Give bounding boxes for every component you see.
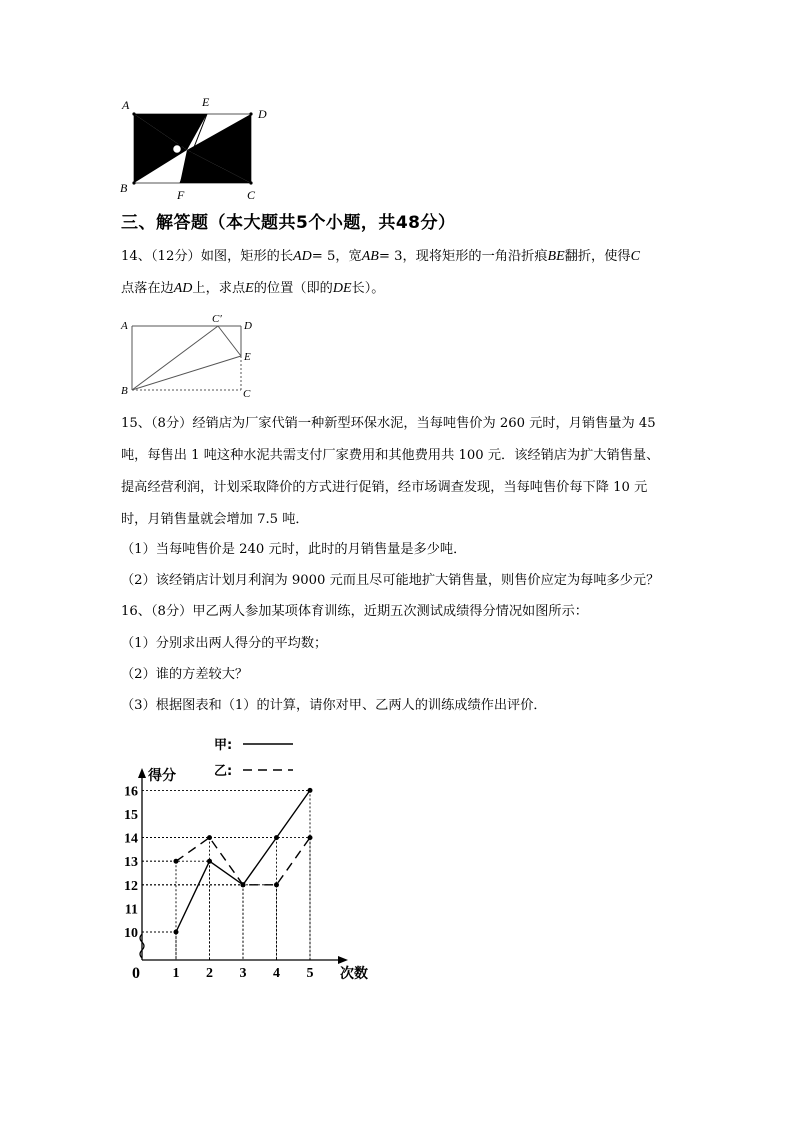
x-tick-5: 5 bbox=[306, 966, 314, 981]
q14-var-AD2: AD bbox=[173, 281, 193, 296]
q15-line1: 15、（8分）经销店为厂家代销一种新型环保水泥，当每吨售价为 260 元时，月销售量为 45 bbox=[121, 416, 656, 431]
series-line-2 bbox=[176, 838, 310, 885]
y-tick-14: 14 bbox=[124, 831, 138, 847]
q14-line2b: 上，求点 bbox=[192, 281, 246, 296]
series-2-point-3 bbox=[241, 882, 246, 887]
x-tick-2: 2 bbox=[206, 966, 213, 981]
q14-eq3: = 3，现将矩形的一角沿折痕 bbox=[378, 249, 548, 264]
y-tick-12: 12 bbox=[124, 878, 138, 894]
x-axis-arrow bbox=[338, 956, 348, 964]
origin-label: 0 bbox=[132, 965, 140, 982]
q14-var-AD: AD bbox=[293, 249, 312, 264]
q16-sub2: （2）谁的方差较大？ bbox=[121, 667, 249, 682]
q14-var-BE: BE bbox=[547, 249, 565, 264]
series-1-point-5 bbox=[308, 788, 313, 793]
fig2-label-D: D bbox=[244, 320, 252, 332]
fig1-label-C: C bbox=[247, 188, 256, 202]
legend-label-2: 乙: bbox=[214, 764, 233, 779]
q14-eq5: = 5，宽 bbox=[311, 249, 362, 264]
fig2-label-A: A bbox=[121, 320, 128, 332]
q14-prefix: 14、（12分）如图，矩形的长 bbox=[121, 249, 294, 264]
series-2-point-4 bbox=[274, 882, 279, 887]
q15-line4: 时，月销售量就会增加 7.5 吨． bbox=[121, 512, 309, 527]
figure-folded-rectangle bbox=[115, 312, 265, 402]
series-1-point-4 bbox=[274, 835, 279, 840]
q14-line2c: 的位置（即的 bbox=[253, 281, 333, 296]
x-tick-3: 3 bbox=[239, 966, 247, 981]
y-tick-15: 15 bbox=[124, 808, 138, 823]
section-title: 三、解答题（本大题共5个小题，共48分） bbox=[121, 213, 456, 233]
score-line-chart bbox=[110, 728, 390, 988]
y-tick-16: 16 bbox=[124, 784, 138, 800]
series-2-point-5 bbox=[308, 835, 313, 840]
q14-line2d: 长）。 bbox=[351, 281, 385, 296]
q15-line3: 提高经营利润，计划采取降价的方式进行促销，经市场调查发现，当每吨售价每下降 10 元 bbox=[121, 480, 648, 495]
y-tick-13: 13 bbox=[124, 855, 138, 871]
q15-line2: 吨，每售出 1 吨这种水泥共需支付厂家费用和其他费用共 100 元．该经销店为扩大销售量、 bbox=[121, 448, 660, 463]
series-1-point-1 bbox=[174, 930, 179, 935]
fig1-label-E: E bbox=[202, 95, 210, 109]
y-axis-arrow bbox=[138, 768, 146, 778]
q15-sub1: （1）当每吨售价是 240 元时，此时的月销售量是多少吨． bbox=[121, 542, 467, 557]
q14-var-DE: DE bbox=[332, 281, 352, 296]
q16-sub1: （1）分别求出两人得分的平均数； bbox=[121, 636, 328, 651]
y-tick-10: 10 bbox=[124, 926, 138, 941]
series-2-point-2 bbox=[207, 835, 212, 840]
y-tick-11: 11 bbox=[124, 902, 138, 918]
q14-var-E: E bbox=[245, 281, 254, 296]
q14-var-C: C bbox=[630, 249, 640, 264]
fig1-label-A: A bbox=[122, 98, 130, 112]
q14-line2 bbox=[121, 279, 385, 299]
q14-mid: 翻折，使得 bbox=[564, 249, 631, 264]
q14-var-AB: AB bbox=[361, 249, 379, 264]
fig2-label-C: C bbox=[243, 388, 251, 400]
fig2-label-B: B bbox=[121, 385, 128, 397]
x-tick-1: 1 bbox=[172, 966, 180, 981]
q14-line2a: 点落在边 bbox=[121, 281, 174, 296]
legend-label-1: 甲: bbox=[214, 738, 233, 753]
fig2-label-E: E bbox=[244, 351, 251, 363]
q14-line1 bbox=[121, 247, 640, 267]
figure-rectangle-triangles bbox=[110, 92, 280, 204]
q16-sub3: （3）根据图表和（1）的计算，请你对甲、乙两人的训练成绩作出评价． bbox=[121, 698, 547, 713]
x-tick-4: 4 bbox=[273, 966, 280, 981]
fig1-label-B: B bbox=[120, 181, 128, 195]
series-1-point-2 bbox=[207, 859, 212, 864]
y-axis-label: 得分 bbox=[148, 768, 176, 784]
x-axis-label: 次数 bbox=[340, 966, 368, 982]
fig2-label-Cprime: C′ bbox=[212, 313, 222, 325]
fig1-label-D: D bbox=[258, 107, 267, 121]
q15-sub2: （2）该经销店计划月利润为 9000 元而且尽可能地扩大销售量，则售价应定为每吨多少元？ bbox=[121, 573, 660, 588]
series-2-point-1 bbox=[174, 859, 179, 864]
fig1-small-circle bbox=[173, 145, 182, 154]
q16-line1: 16、（8分）甲乙两人参加某项体育训练，近期五次测试成绩得分情况如图所示： bbox=[121, 604, 588, 619]
fig1-label-F: F bbox=[177, 188, 185, 202]
